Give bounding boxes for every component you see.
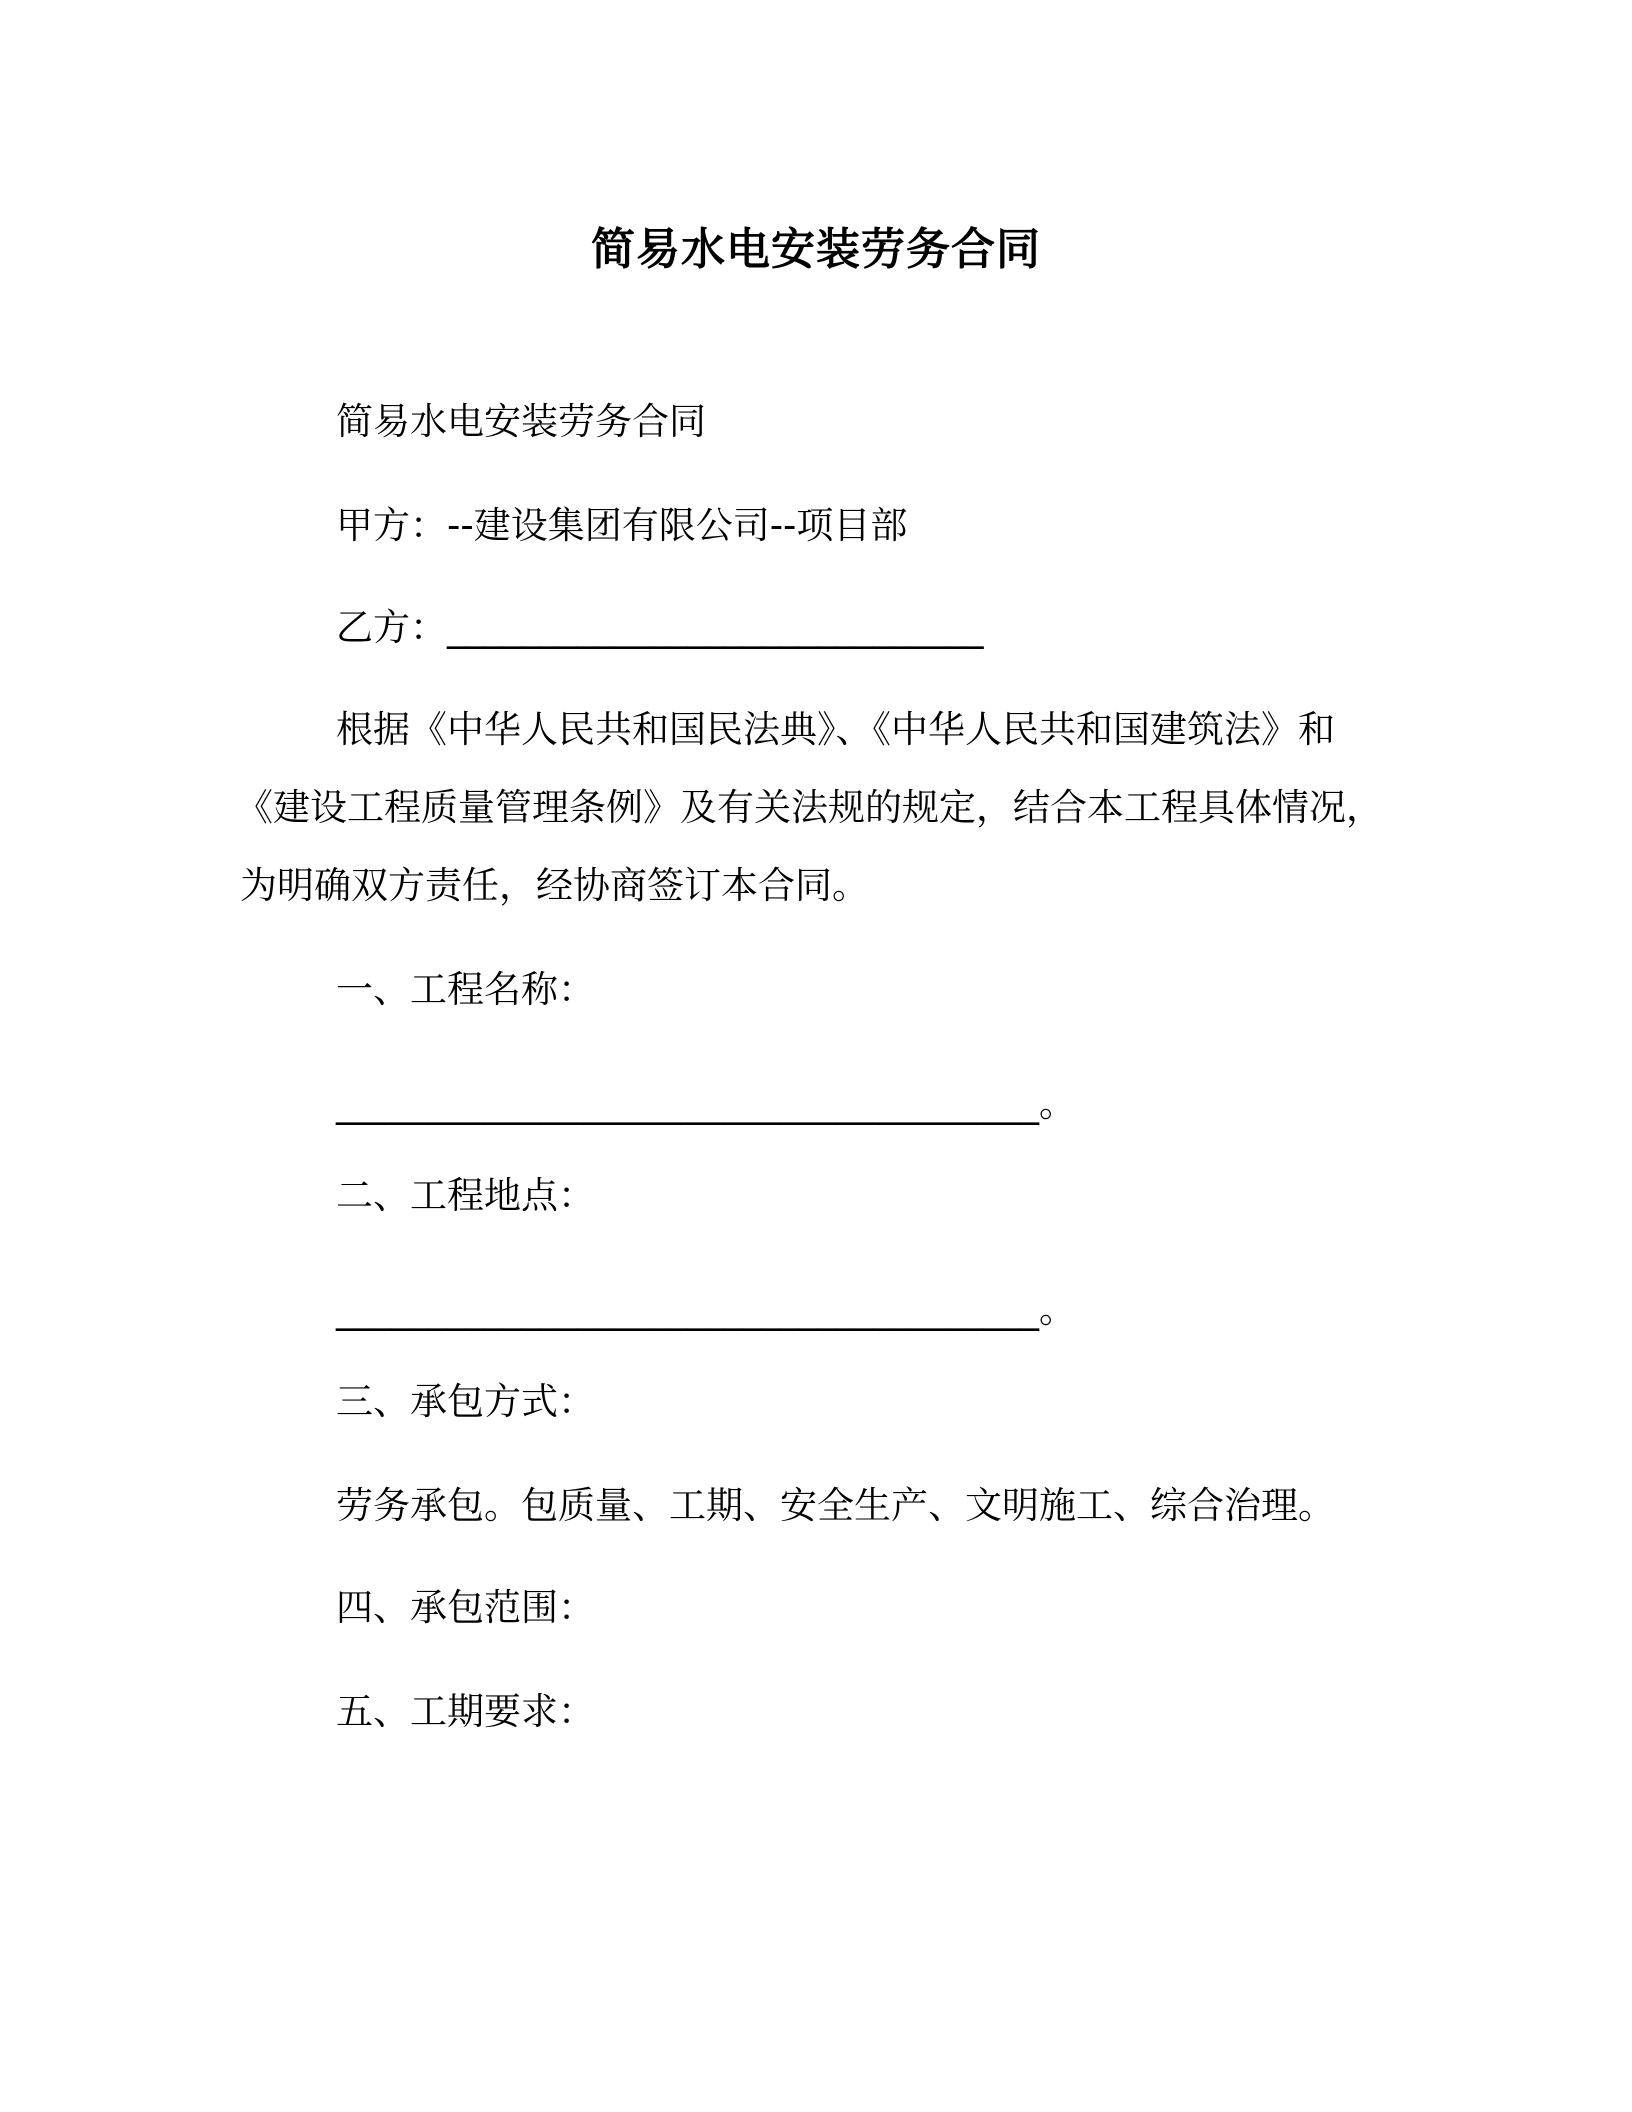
preamble-line-2: 《建设工程质量管理条例》及有关法规的规定，结合本工程具体情况， bbox=[236, 786, 1383, 829]
preamble-line-3: 为明确双方责任，经协商签订本合同。 bbox=[240, 864, 869, 907]
section-5-heading: 五、工期要求： bbox=[336, 1690, 595, 1733]
section-2-heading: 二、工程地点： bbox=[336, 1174, 595, 1217]
section-1-heading: 一、工程名称： bbox=[336, 968, 595, 1011]
section-3-content: 劳务承包。包质量、工期、安全生产、文明施工、综合治理。 bbox=[336, 1484, 1335, 1527]
section-2-blank: ______________________________________。 bbox=[336, 1288, 1076, 1331]
party-b: 乙方：_____________________________ bbox=[336, 606, 984, 649]
preamble-line-1: 根据《中华人民共和国民法典》、《中华人民共和国建筑法》和 bbox=[336, 708, 1335, 751]
document-title: 简易水电安装劳务合同 bbox=[591, 224, 1041, 275]
section-3-heading: 三、承包方式： bbox=[336, 1380, 595, 1423]
document-subtitle: 简易水电安装劳务合同 bbox=[336, 400, 706, 443]
section-1-blank: ______________________________________。 bbox=[336, 1082, 1076, 1125]
party-a: 甲方：--建设集团有限公司--项目部 bbox=[336, 504, 908, 547]
section-4-heading: 四、承包范围： bbox=[336, 1586, 595, 1629]
